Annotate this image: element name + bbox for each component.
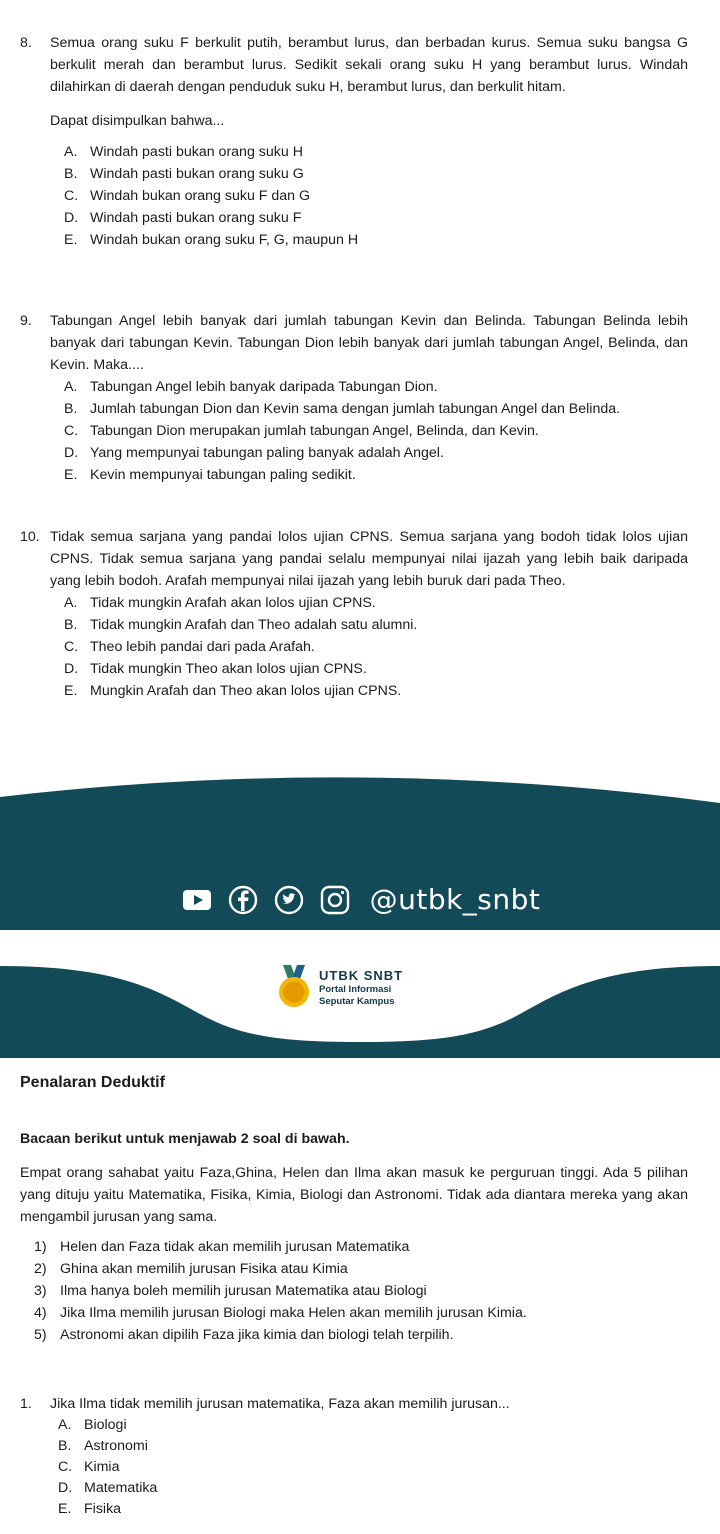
option-c[interactable]: C. Windah bukan orang suku F dan G (64, 188, 311, 204)
question-text: Semua orang suku F berkulit putih, berambut lurus, dan berbadan kurus. Semua suku bangsa G berkulit merah dan berambut lurus. Sedikit sekali orang suku H yang berambut lurus. Windah dilahirkan di daerah dengan penduduk suku H, berambut lurus, dan berkulit hitam. (50, 35, 688, 95)
option-b[interactable]: B. Astronomi (58, 1438, 148, 1454)
logo-subtitle-2: Seputar Kampus (319, 996, 395, 1007)
question-text: Tabungan Angel lebih banyak dari jumlah tabungan Kevin dan Belinda. Tabungan Belinda lebih banyak dari tabungan Kevin. Tabungan Dion lebih banyak dari jumlah tabungan Angel, Belinda, dan Kevin. Maka.... (50, 313, 688, 373)
options-list (20, 592, 688, 702)
option-d[interactable]: D. Yang mempunyai tabungan paling banyak adalah Angel. (64, 445, 444, 461)
option-b[interactable]: B. Jumlah tabungan Dion dan Kevin sama dengan jumlah tabungan Angel dan Belinda. (64, 401, 621, 417)
rule-item: 1) Helen dan Faza tidak akan memilih jurusan Matematika (34, 1239, 410, 1255)
option-a[interactable]: A. Tabungan Angel lebih banyak daripada Tabungan Dion. (64, 379, 438, 395)
option-a[interactable]: A. Tidak mungkin Arafah akan lolos ujian CPNS. (64, 595, 376, 611)
question-number: 9. (20, 313, 32, 329)
rules-list (34, 1236, 527, 1346)
twitter-icon[interactable] (272, 883, 306, 917)
rule-item: 3) Ilma hanya boleh memilih jurusan Matematika atau Biologi (34, 1283, 427, 1299)
question-number: 8. (20, 35, 32, 51)
medal-icon (277, 965, 311, 1011)
question-8 (20, 32, 688, 251)
option-e[interactable]: E. Kevin mempunyai tabungan paling sedikit. (64, 467, 356, 483)
question-text: Jika Ilma tidak memilih jurusan matematika, Faza akan memilih jurusan... (50, 1396, 510, 1412)
question-number: 10. (20, 529, 40, 545)
options-list (20, 1415, 688, 1520)
option-d[interactable]: D. Windah pasti bukan orang suku F (64, 210, 302, 226)
question-text: Tidak semua sarjana yang pandai lolos ujian CPNS. Semua sarjana yang bodoh tidak lolos ujian CPNS. Tidak semua sarjana yang pandai selalu mempunyai nilai ijazah yang lebih baik daripada yang lebih bodoh. Arafah mempunyai nilai ijazah yang lebih buruk dari pada Theo. (50, 529, 688, 589)
option-c[interactable]: C. Kimia (58, 1459, 120, 1475)
reading-instruction: Bacaan berikut untuk menjawab 2 soal di bawah. (20, 1131, 350, 1147)
option-b[interactable]: B. Tidak mungkin Arafah dan Theo adalah satu alumni. (64, 617, 418, 633)
option-c[interactable]: C. Tabungan Dion merupakan jumlah tabungan Angel, Belinda, dan Kevin. (64, 423, 539, 439)
reading-passage: Empat orang sahabat yaitu Faza,Ghina, Helen dan Ilma akan masuk ke perguruan tinggi. Ada 5 pilihan yang dituju yaitu Matematika, Fisika, Kimia, Biologi dan Astronomi. Tidak ada diantara mereka yang akan mengambil jurusan yang sama. (20, 1165, 688, 1225)
options-list (20, 141, 688, 251)
social-handle[interactable]: @utbk_snbt (369, 883, 541, 916)
rule-item: 2) Ghina akan memilih jurusan Fisika atau Kimia (34, 1261, 348, 1277)
option-d[interactable]: D. Tidak mungkin Theo akan lolos ujian CPNS. (64, 661, 367, 677)
question-number: 1. (20, 1396, 32, 1412)
logo-title: UTBK SNBT (319, 968, 404, 983)
social-links (0, 875, 720, 925)
logo-subtitle-1: Portal Informasi (319, 984, 392, 995)
option-a[interactable]: A. Windah pasti bukan orang suku H (64, 144, 303, 160)
question-10 (20, 526, 688, 702)
option-e[interactable]: E. Mungkin Arafah dan Theo akan lolos ujian CPNS. (64, 683, 402, 699)
facebook-icon[interactable] (226, 883, 260, 917)
options-list (20, 376, 688, 486)
youtube-icon[interactable] (180, 883, 214, 917)
option-e[interactable]: E. Fisika (58, 1501, 122, 1517)
option-b[interactable]: B. Windah pasti bukan orang suku G (64, 166, 304, 182)
instagram-icon[interactable] (318, 883, 352, 917)
section-title: Penalaran Deduktif (20, 1074, 165, 1091)
rule-item: 5) Astronomi akan dipilih Faza jika kimia dan biologi telah terpilih. (34, 1327, 454, 1343)
option-c[interactable]: C. Theo lebih pandai dari pada Arafah. (64, 639, 315, 655)
brand-logo (277, 965, 403, 1011)
question-9 (20, 310, 688, 486)
option-e[interactable]: E. Windah bukan orang suku F, G, maupun H (64, 232, 359, 248)
option-d[interactable]: D. Matematika (58, 1480, 158, 1496)
rule-item: 4) Jika Ilma memilih jurusan Biologi maka Helen akan memilih jurusan Kimia. (34, 1305, 527, 1321)
question-intro: Dapat disimpulkan bahwa... (50, 113, 225, 129)
question-1 (20, 1393, 688, 1520)
option-a[interactable]: A. Biologi (58, 1417, 127, 1433)
